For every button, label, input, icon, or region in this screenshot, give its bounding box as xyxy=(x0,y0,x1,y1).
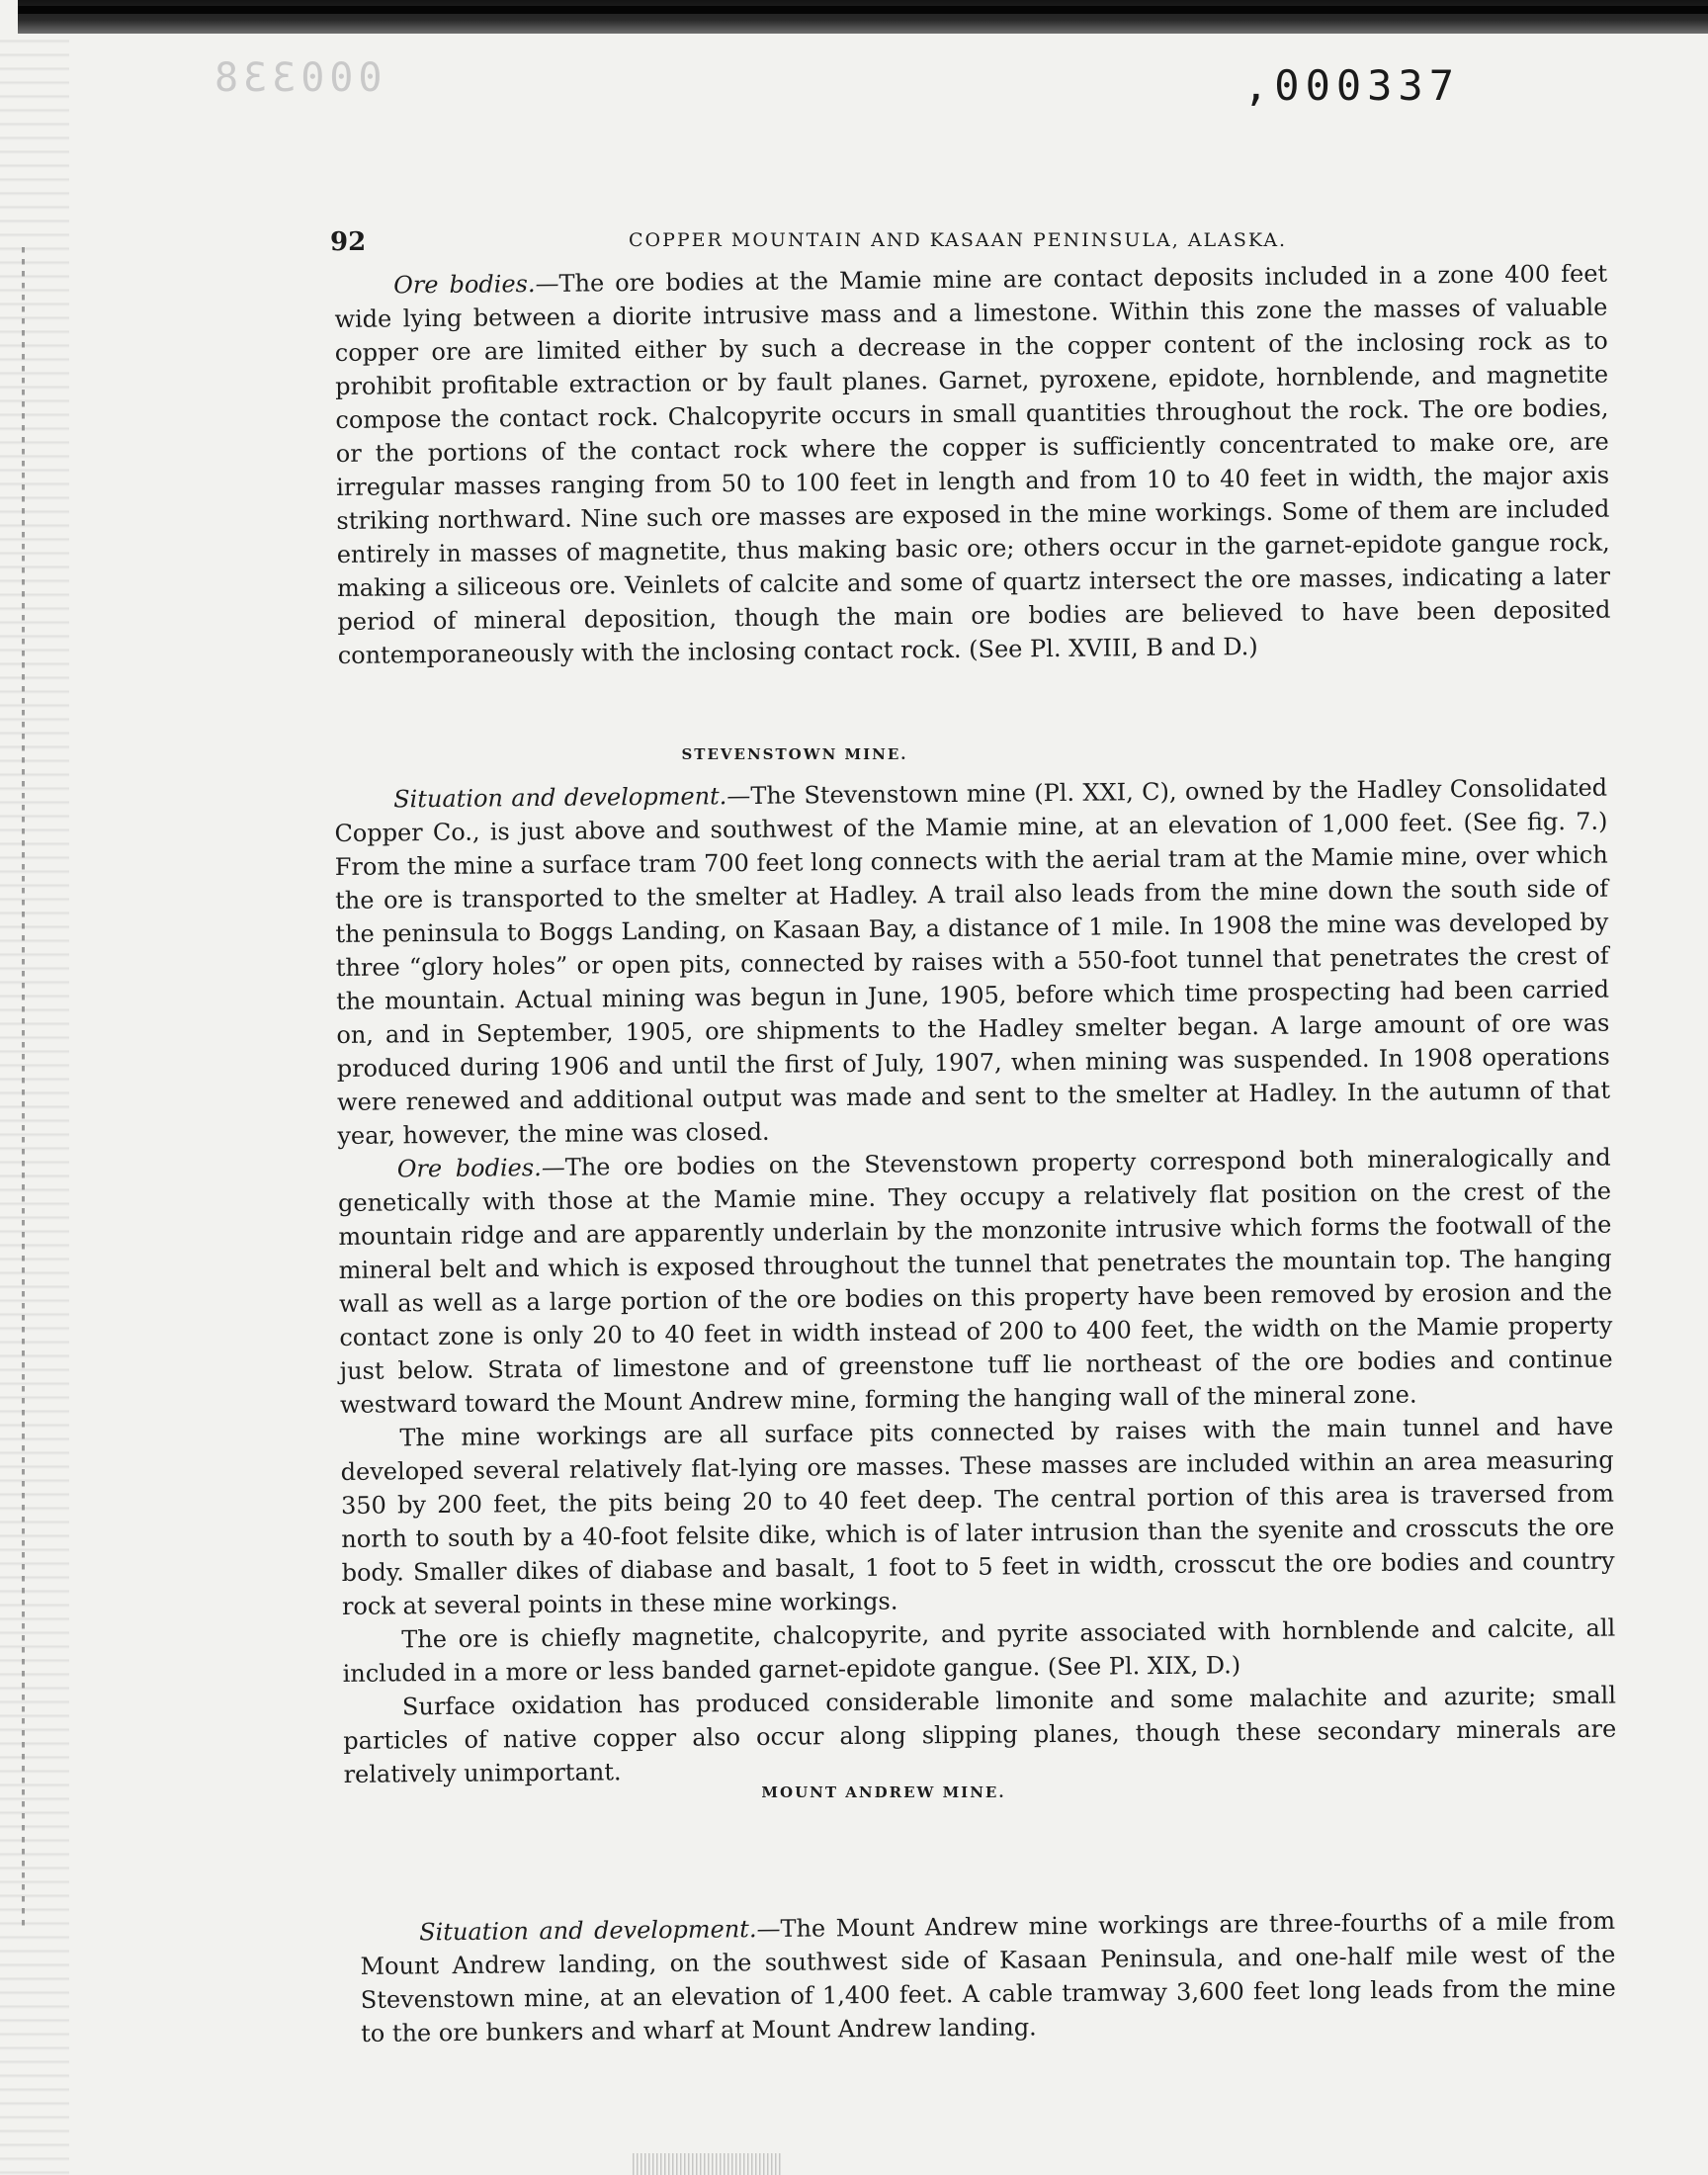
paragraph: The mine workings are all surface pits connected by raises with the main tunnel and have developed several relatively flat-lying ore masses. These masses are included within an area measuring 350 by 200 feet, the pits being 20 to 40 feet deep. The central portion of this area is traversed from north to south by a 40-foot felsite dike, which is of later intrusion than the syenite and crosscuts the ore body. Smaller dikes of diabase and basalt, 1 foot to 5 feet in width, crosscut the ore bodies and country rock at several points in these mine workings. xyxy=(340,1412,1615,1620)
page-number: 92 xyxy=(330,227,367,257)
paragraph-lead: Situation and development.— xyxy=(393,781,751,814)
paragraph xyxy=(360,1904,1616,2050)
paragraph: Surface oxidation has produced considerable limonite and some malachite and azurite; small particles of native copper also occur along slipping planes, though these secondary minerals are relatively unimportant. xyxy=(343,1681,1617,1788)
scan-left-edge xyxy=(0,30,69,2175)
paragraph: The ore is chiefly magnetite, chalcopyrite, and pyrite associated with hornblende and calcite, all included in a more or less banded garnet-epidote gangue. (See Pl. XIX, D.) xyxy=(342,1613,1616,1688)
section-heading-stevenstown: STEVENSTOWN MINE. xyxy=(681,745,908,763)
section-heading-mount-andrew: MOUNT ANDREW MINE. xyxy=(761,1784,1006,1801)
paragraph-lead: Situation and development.— xyxy=(419,1914,781,1947)
faint-bates-stamp: 000338 xyxy=(210,55,383,101)
paragraph-lead: Ore bodies.— xyxy=(396,1153,565,1183)
mamie-ore-bodies-section xyxy=(334,257,1611,672)
paragraph-text: The Mount Andrew mine workings are three-fourths of a mile from Mount Andrew landing, on the southwest side of Kasaan Peninsula, and one-half mile west of the Stevenstown mine, at an elevation of 1,400 feet. A cable tramway 3,600 feet long leads from the mine to the ore bunkers and wharf at Mount Andrew landing. xyxy=(360,1906,1616,2047)
scan-top-rule xyxy=(18,6,1708,14)
stevenstown-section xyxy=(334,771,1617,1791)
paragraph-text: The Stevenstown mine (Pl. XXI, C), owned by the Hadley Consolidated Copper Co., is just above and southwest of the Mamie mine, at an elevation of 1,000 feet. (See fig. 7.) From the mine a surface tram 700 feet long connects with the aerial tram at the Mamie mine, over which the ore is transported to the smelter at Hadley. A trail also leads from the mine down the south side of the peninsula to Boggs Landing, on Kasaan Bay, a distance of 1 mile. In 1908 the mine was developed by three “glory holes” or open pits, connected by raises with a 550-foot tunnel that penetrates the crest of the mountain. Actual mining was begun in June, 1905, before which time prospecting had been carried on, and in September, 1905, ore shipments to the Hadley smelter began. A large amount of ore was produced during 1906 and until the first of July, 1907, when mining was suspended. In 1908 operations were renewed and additional output was made and sent to the smelter at Hadley. In the autumn of that year, however, the mine was closed. xyxy=(334,773,1611,1150)
paragraph xyxy=(338,1141,1614,1422)
paragraph-text: The ore bodies on the Stevenstown property correspond both mineralogically and genetically with those at the Mamie mine. They occupy a relatively flat position on the crest of the mountain ridge and are apparently underlain by the monzonite intrusive which forms the footwall of the mineral belt and which is exposed throughout the tunnel that penetrates the mountain top. The hanging wall as well as a large portion of the ore bodies on this property have been removed by erosion and the contact zone is only 20 to 40 feet in width instead of 200 to 400 feet, the width on the Mamie property just below. Strata of limestone and of greenstone tuff lie northeast of the ore bodies and continue westward toward the Mount Andrew mine, forming the hanging wall of the mineral zone. xyxy=(337,1143,1613,1419)
paragraph xyxy=(334,257,1611,672)
scan-binding-marks xyxy=(22,247,25,1928)
paragraph xyxy=(334,771,1611,1153)
bates-stamp: ,000337 xyxy=(1243,61,1461,110)
paragraph-text: The ore bodies at the Mamie mine are contact deposits included in a zone 400 feet wide lying between a diorite intrusive mass and a limestone. Within this zone the masses of valuable copper ore are limited either by such a decrease in the copper content of the inclosing rock as to prohibit profitable extraction or by fault planes. Garnet, pyroxene, epidote, hornblende, and magnetite compose the contact rock. Chalcopyrite occurs in small quantities throughout the rock. The ore bodies, or the portions of the contact rock where the copper is sufficiently concentrated to make ore, are irregular masses ranging from 50 to 100 feet in length and from 10 to 40 feet in width, the major axis striking northward. Nine such ore masses are exposed in the mine workings. Some of them are included entirely in masses of magnetite, thus making basic ore; others occur in the garnet-epidote gangue rock, making a siliceous ore. Veinlets of calcite and some of quartz intersect the ore masses, indicating a later period of mineral deposition, though the main ore bodies are believed to have been deposited contemporaneously with the inclosing contact rock. (See Pl. XVIII, B and D.) xyxy=(334,259,1611,669)
running-head: COPPER MOUNTAIN AND KASAAN PENINSULA, ALASKA. xyxy=(629,229,1288,251)
mount-andrew-section xyxy=(360,1904,1616,2050)
paragraph-lead: Ore bodies.— xyxy=(393,269,559,300)
scan-bottom-marks xyxy=(633,2153,781,2175)
